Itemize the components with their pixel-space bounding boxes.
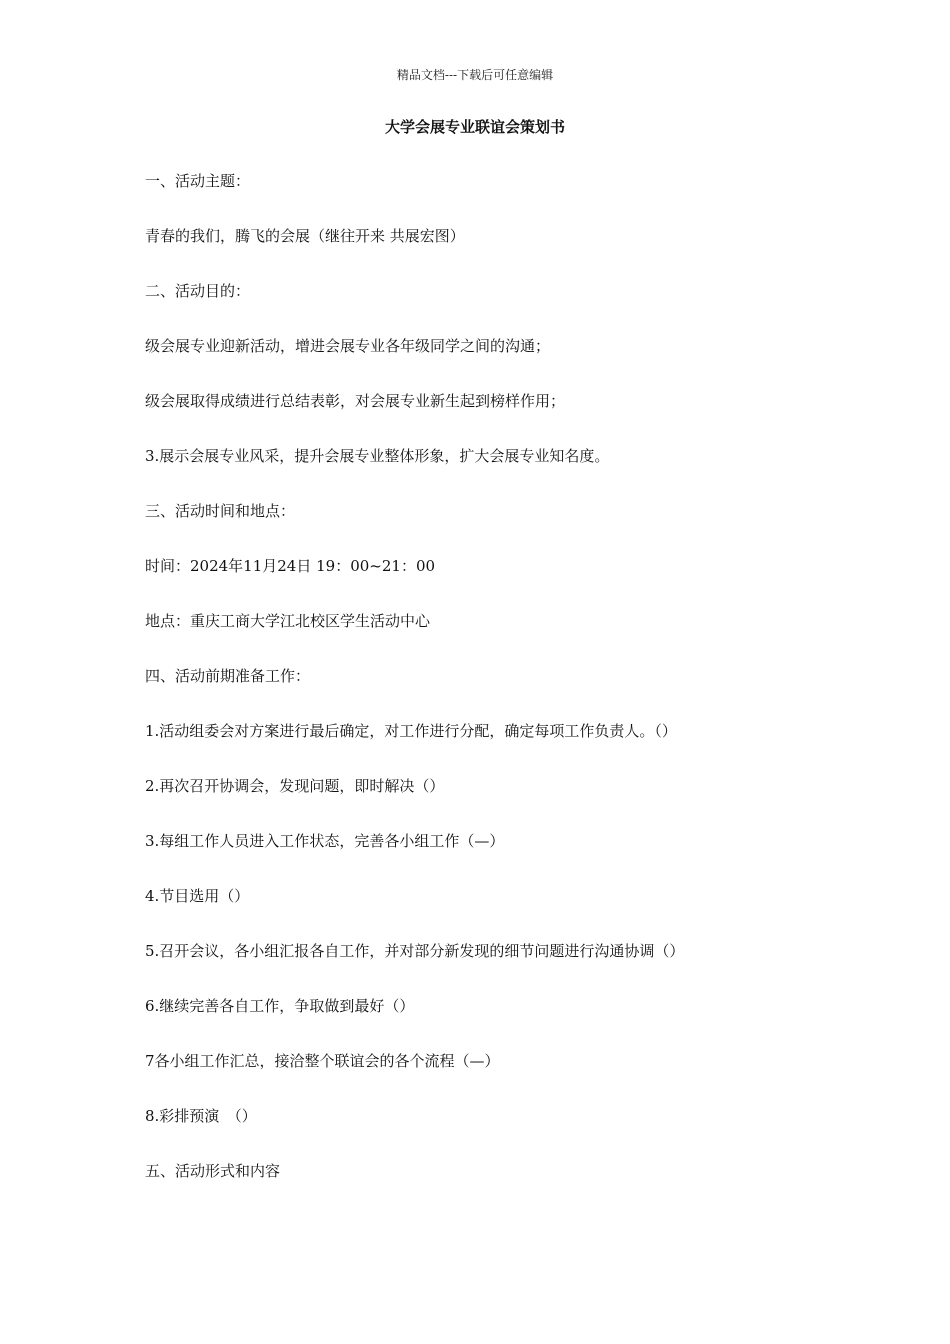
section-heading-format: 五、活动形式和内容 xyxy=(145,1162,281,1180)
paragraph: 地点：重庆工商大学江北校区学生活动中心 xyxy=(145,612,431,630)
list-item: 2.再次召开协调会，发现问题，即时解决（） xyxy=(145,777,445,795)
paragraph: 级会展取得成绩进行总结表彰，对会展专业新生起到榜样作用； xyxy=(145,392,566,410)
paragraph: 3.展示会展专业风采，提升会展专业整体形象，扩大会展专业知名度。 xyxy=(145,447,610,465)
list-item: 3.每组工作人员进入工作状态，完善各小组工作（—） xyxy=(145,832,505,850)
section-heading-preparation: 四、活动前期准备工作： xyxy=(145,667,311,685)
list-item: 8.彩排预演 （） xyxy=(145,1107,257,1125)
list-item: 7各小组工作汇总，接洽整个联谊会的各个流程（—） xyxy=(145,1052,500,1070)
paragraph: 时间：2024年11月24日 19：00~21：00 xyxy=(145,557,436,575)
document-title: 大学会展专业联谊会策划书 xyxy=(384,118,565,136)
section-heading-time-place: 三、活动时间和地点： xyxy=(145,502,296,520)
header-note: 精品文档---下载后可任意编辑 xyxy=(396,68,554,82)
paragraph: 级会展专业迎新活动，增进会展专业各年级同学之间的沟通； xyxy=(145,337,551,355)
list-item: 6.继续完善各自工作，争取做到最好（） xyxy=(145,997,415,1015)
list-item: 1.活动组委会对方案进行最后确定，对工作进行分配，确定每项工作负责人。（） xyxy=(145,722,677,740)
list-item: 5.召开会议，各小组汇报各自工作，并对部分新发现的细节问题进行沟通协调（） xyxy=(145,942,685,960)
document-body xyxy=(145,162,845,1207)
section-heading-purpose: 二、活动目的： xyxy=(145,282,251,300)
section-heading-theme: 一、活动主题： xyxy=(145,172,251,190)
list-item: 4.节目选用（） xyxy=(145,887,250,905)
paragraph: 青春的我们，腾飞的会展（继往开来 共展宏图） xyxy=(145,227,465,245)
